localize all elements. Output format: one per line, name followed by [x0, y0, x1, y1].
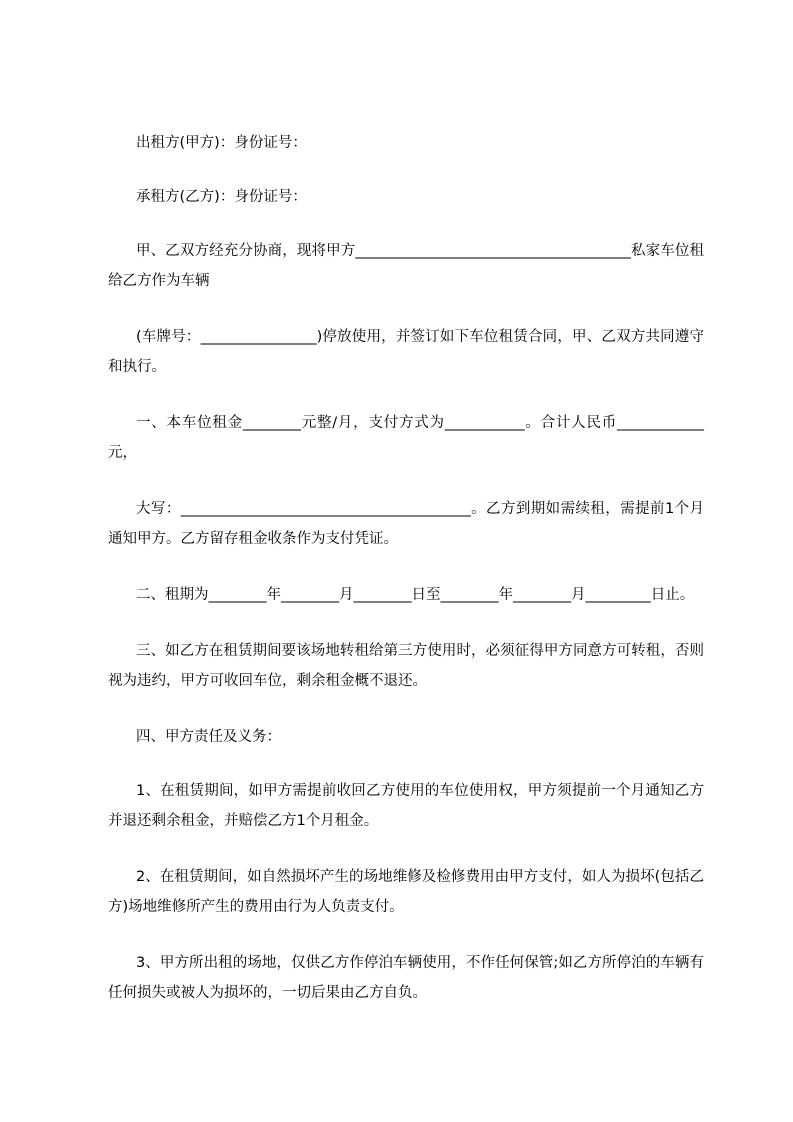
plate-number-clause: (车牌号：________________)停放使用，并签订如下车位租赁合同，甲、乙双方共同遵守和执行。 [108, 329, 704, 375]
lessor-line: 出租方(甲方)：身份证号： [136, 135, 307, 151]
agreement-intro: 甲、乙双方经充分协商，现将甲方______________________________________私家车位租给乙方作为车辆 [108, 243, 704, 289]
amount-in-words-clause: 大写：________________________________________。乙方到期如需续租，需提前1个月通知甲方。乙方留存租金收条作为支付凭证。 [108, 501, 704, 547]
lessor-duties-heading: 四、甲方责任及义务： [136, 729, 281, 745]
lessor-duty-2: 2、在租赁期间，如自然损坏产生的场地维修及检修费用由甲方支付，如人为损坏(包括乙方)场地维修所产生的费用由行为人负责支付。 [108, 869, 704, 915]
lessee-line: 承租方(乙方)：身份证号： [136, 189, 307, 205]
lease-term-clause: 二、租期为________年________月________日至________年________月_________日止。 [136, 587, 695, 603]
contract-body [108, 128, 704, 1034]
sublease-clause: 三、如乙方在租赁期间要该场地转租给第三方使用时，必须征得甲方同意方可转租，否则视为违约，甲方可收回车位，剩余租金概不退还。 [108, 643, 704, 689]
lessor-duty-1: 1、在租赁期间，如甲方需提前收回乙方使用的车位使用权，甲方须提前一个月通知乙方并退还剩余租金，并赔偿乙方1个月租金。 [108, 783, 704, 829]
lessor-duty-3: 3、甲方所出租的场地，仅供乙方作停泊车辆使用，不作任何保管;如乙方所停泊的车辆有任何损失或被人为损坏的，一切后果由乙方自负。 [108, 955, 704, 1001]
rent-clause: 一、本车位租金________元整/月，支付方式为___________。合计人民币____________元， [108, 415, 704, 461]
